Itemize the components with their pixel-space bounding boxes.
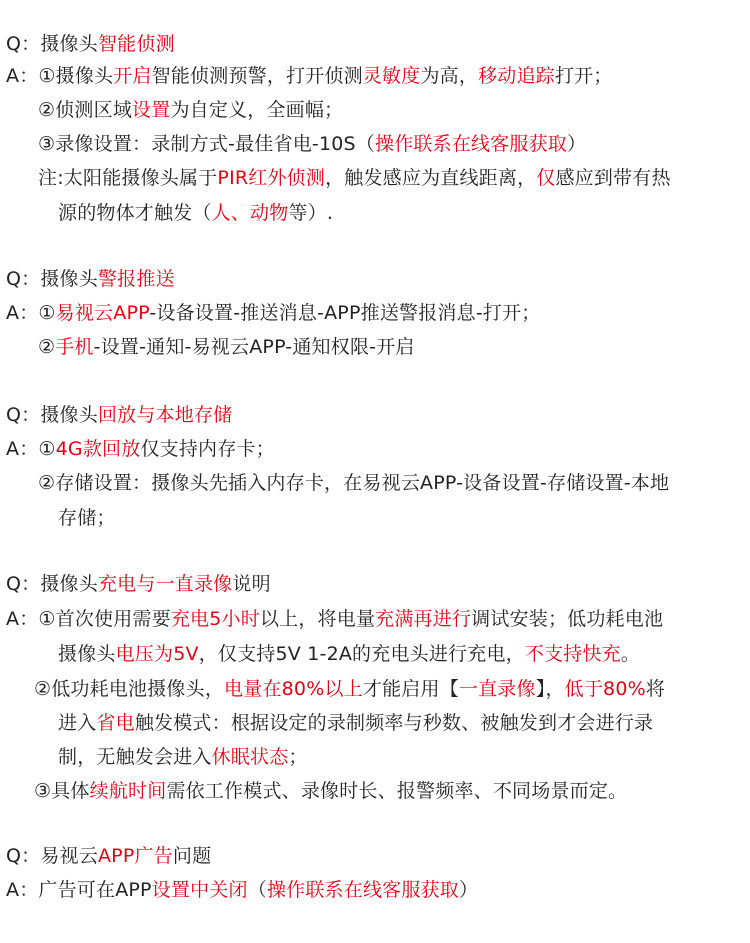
highlight-text: 人、动物: [211, 202, 289, 224]
highlight-text: 智能侦测: [97, 33, 175, 55]
highlight-text: 充电与一直录像: [97, 573, 233, 595]
body-text: 才能启用【: [362, 678, 459, 700]
body-text: Q：易视云: [6, 845, 98, 867]
faq-line: [58, 744, 308, 770]
body-text: A：广告可在APP: [6, 879, 152, 901]
body-text: A：①: [6, 302, 56, 324]
body-text: 】，: [535, 678, 565, 700]
body-text: 仅支持内存卡；: [140, 438, 275, 460]
faq-line: [58, 505, 116, 531]
body-text: （: [247, 879, 267, 901]
faq-line: [34, 676, 665, 702]
body-text: 存储；: [58, 507, 116, 529]
faq-line: [6, 843, 211, 869]
body-text: 源的物体才触发（: [58, 202, 212, 224]
faq-line: [38, 131, 586, 157]
body-text: ）: [458, 879, 479, 901]
body-text: 以上，将电量: [259, 608, 376, 630]
faq-line: [6, 31, 175, 57]
highlight-text: 操作联系在线客服获取: [374, 133, 567, 155]
body-text: ②低功耗电池摄像头，: [34, 678, 225, 700]
body-text: 感应到带有热: [555, 167, 671, 189]
body-text: ②存储设置：摄像头先插入内存卡，在易视云APP-设备设置-存储设置-本地: [38, 472, 670, 494]
body-text: ）: [567, 133, 587, 155]
body-text: 注:太阳能摄像头属于: [38, 167, 218, 189]
body-text: Q：摄像头: [6, 33, 98, 55]
highlight-text: 仅: [536, 167, 556, 189]
faq-line: [58, 710, 653, 736]
highlight-text: PIR红外侦测: [217, 167, 326, 189]
body-text: ③具体: [34, 780, 90, 802]
body-text: 需依工作模式、录像时长、报警频率、不同场景而定。: [166, 780, 628, 802]
faq-line: [38, 334, 415, 360]
body-text: 制，无触发会进入: [58, 746, 212, 768]
highlight-text: 电压为5V: [115, 643, 199, 665]
highlight-text: 充电5小时: [170, 608, 260, 630]
highlight-text: 电量在80%以上: [224, 678, 363, 700]
body-text: 。: [620, 643, 641, 665]
highlight-text: 手机: [55, 336, 94, 358]
faq-line: [6, 63, 612, 89]
highlight-text: 休眠状态: [211, 746, 289, 768]
highlight-text: 设置: [132, 99, 171, 121]
body-text: ，仅支持5V 1-2A的充电头进行充电，: [198, 643, 525, 665]
body-text: 摄像头: [58, 643, 116, 665]
highlight-text: 操作联系在线客服获取: [266, 879, 459, 901]
faq-line: [34, 778, 627, 804]
highlight-text: 灵敏度: [362, 65, 421, 87]
faq-line: [6, 571, 271, 597]
faq-line: [6, 436, 275, 462]
body-text: ③录像设置：录制方式-最佳省电-10S（: [38, 133, 375, 155]
body-text: 说明: [232, 573, 271, 595]
body-text: Q：摄像头: [6, 573, 98, 595]
faq-line: [38, 97, 343, 123]
body-text: 调试安装；低功耗电池: [471, 608, 664, 630]
body-text: ②侦测区域: [38, 99, 133, 121]
faq-line: [6, 266, 175, 292]
faq-line: [38, 165, 671, 191]
body-text: 进入: [58, 712, 97, 734]
body-text: 为高，: [420, 65, 479, 87]
body-text: 智能侦测预警，打开侦测: [151, 65, 363, 87]
faq-line: [6, 300, 540, 326]
body-text: A：①摄像头: [6, 65, 114, 87]
highlight-text: 易视云APP: [55, 302, 150, 324]
faq-line: [58, 200, 333, 226]
faq-line: [58, 641, 640, 667]
body-text: -设备设置-推送消息-APP推送警报消息-打开；: [149, 302, 541, 324]
body-text: 问题: [172, 845, 212, 867]
highlight-text: 回放与本地存储: [97, 404, 233, 426]
body-text: A：①首次使用需要: [6, 608, 171, 630]
body-text: 为自定义，全画幅；: [170, 99, 344, 121]
body-text: Q：摄像头: [6, 268, 98, 290]
body-text: A：①: [6, 438, 56, 460]
highlight-text: 续航时间: [89, 780, 167, 802]
body-text: ②: [38, 336, 56, 358]
body-text: 打开；: [554, 65, 613, 87]
highlight-text: 开启: [113, 65, 152, 87]
highlight-text: 4G款回放: [55, 438, 141, 460]
highlight-text: 一直录像: [458, 678, 536, 700]
faq-line: [6, 402, 232, 428]
highlight-text: 低于80%: [564, 678, 646, 700]
highlight-text: 省电: [96, 712, 135, 734]
body-text: Q：摄像头: [6, 404, 98, 426]
highlight-text: APP广告: [97, 845, 173, 867]
highlight-text: 设置中关闭: [151, 879, 248, 901]
highlight-text: 移动追踪: [478, 65, 555, 87]
faq-line: [38, 470, 669, 496]
body-text: ，触发感应为直线距离，: [325, 167, 537, 189]
body-text: 触发模式：根据设定的录制频率与秒数、被触发到才会进行录: [134, 712, 654, 734]
highlight-text: 充满再进行: [375, 608, 472, 630]
faq-line: [6, 877, 478, 903]
faq-line: [6, 606, 663, 632]
body-text: 等）.: [288, 202, 334, 224]
body-text: 将: [645, 678, 666, 700]
highlight-text: 警报推送: [97, 268, 175, 290]
highlight-text: 不支持快充: [524, 643, 621, 665]
body-text: -设置-通知-易视云APP-通知权限-开启: [93, 336, 415, 358]
body-text: ；: [288, 746, 308, 768]
